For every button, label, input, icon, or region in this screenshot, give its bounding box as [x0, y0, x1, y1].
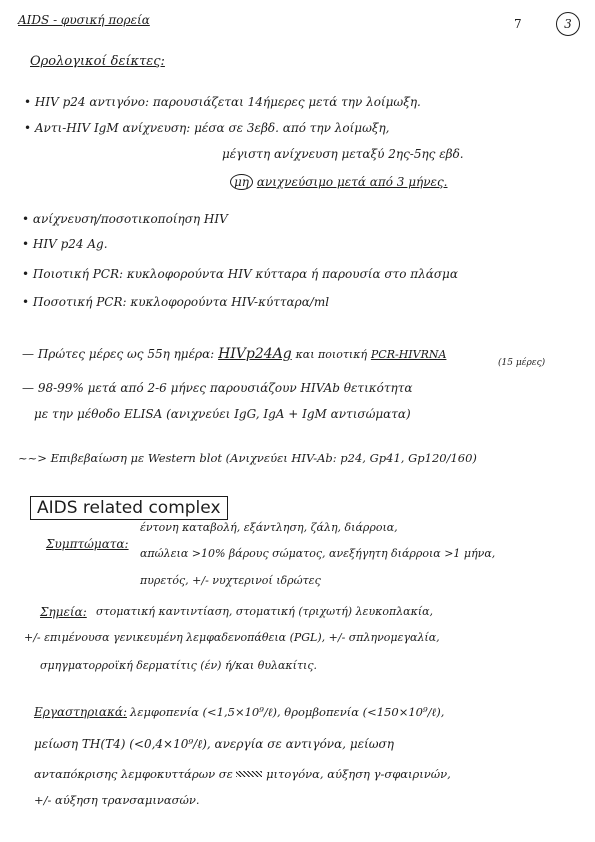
lab-line-3a: ανταπόκρισης λεμφοκυττάρων σε — [34, 767, 233, 781]
serology-line-p24: • HIV p24 αντιγόνο: παρουσιάζεται 14ήμερες μετά την λοίμωξη. — [24, 95, 421, 109]
detection-line-1: • ανίχνευση/ποσοτικοποίηση HIV — [22, 212, 228, 226]
detection-line-4: • Ποσοτική PCR: κυκλοφορούντα HIV-κύτταρα/ml — [22, 295, 330, 309]
mi-circled-label: μη — [230, 174, 253, 190]
signs-line-1: στοματική καντιντίαση, στοματική (τριχωτή) λευκοπλακία, — [96, 605, 434, 618]
symptoms-line-1: έντονη καταβολή, εξάντληση, ζάλη, διάρροια, — [140, 521, 398, 534]
page-title: AIDS - φυσική πορεία — [18, 13, 150, 27]
symptoms-line-3: πυρετός, +/- νυχτερινοί ιδρώτες — [140, 574, 321, 587]
page-number: 7 — [514, 17, 522, 31]
lab-line-3b: μιτογόνα, αύξηση γ-σφαιρινών, — [266, 767, 451, 781]
signs-label: Σημεία: — [40, 605, 87, 619]
first-days-pcr: PCR-HIVRNA — [370, 348, 447, 361]
scribbled-out-word — [236, 766, 262, 778]
arc-box-title: AIDS related complex — [30, 496, 228, 520]
serology-line-igm: • Αντι-HIV IgM ανίχνευση: μέσα σε 3εβδ. από την λοίμωξη, — [24, 121, 390, 135]
symptoms-label: Συμπτώματα: — [46, 537, 129, 551]
first-days-line — [22, 346, 446, 362]
first-days-marker: HIVp24Ag — [218, 346, 292, 362]
first-days-label: — Πρώτες μέρες ως 55η ημέρα: — [22, 347, 215, 361]
lab-label: Εργαστηριακά: — [34, 705, 127, 719]
first-days-and: και ποιοτική — [295, 348, 368, 361]
serology-line-peak: μέγιστη ανίχνευση μεταξύ 2ης-5ης εβδ. — [222, 147, 464, 161]
western-blot-line: ~~> Επιβεβαίωση με Western blot (Ανιχνεύει HIV-Ab: p24, Gp41, Gp120/160) — [18, 451, 477, 465]
signs-line-2: +/- επιμένουσα γενικευμένη λεμφαδενοπάθεια (PGL), +/- σπληνομεγαλία, — [24, 631, 440, 644]
detectable-text: ανιχνεύσιμο μετά από 3 μήνες. — [256, 175, 448, 189]
first-days-pcr-note: (15 μέρες) — [498, 358, 546, 368]
detection-line-2: • HIV p24 Ag. — [22, 237, 108, 251]
signs-line-3: σμηγματορροϊκή δερματίτις (έν) ή/και θυλακίτις. — [40, 659, 318, 672]
percent-line-2: με την μέθοδο ELISA (ανιχνεύει IgG, IgA + IgM αντισώματα) — [34, 407, 411, 421]
lab-line-1: λεμφοπενία (<1,5×10⁹/ℓ), θρομβοπενία (<150×10⁹/ℓ), — [130, 705, 445, 719]
lab-line-2: μείωση TH(T4) (<0,4×10⁹/ℓ), ανεργία σε αντιγόνα, μείωση — [34, 737, 394, 751]
lab-line-4: +/- αύξηση τρανσαμινασών. — [34, 793, 200, 807]
percent-line-1: — 98-99% μετά από 2-6 μήνες παρουσιάζουν HIVAb θετικότητα — [22, 381, 413, 395]
serology-heading: Ορολογικοί δείκτες: — [30, 54, 165, 69]
detection-line-3: • Ποιοτική PCR: κυκλοφορούντα HIV κύτταρα ή παρουσία στο πλάσμα — [22, 267, 458, 281]
serology-line-detectable — [230, 176, 448, 190]
page-circle-number: 3 — [556, 12, 580, 36]
lab-line-3 — [34, 766, 451, 781]
symptoms-line-2: απώλεια >10% βάρους σώματος, ανεξήγητη διάρροια >1 μήνα, — [140, 547, 496, 560]
